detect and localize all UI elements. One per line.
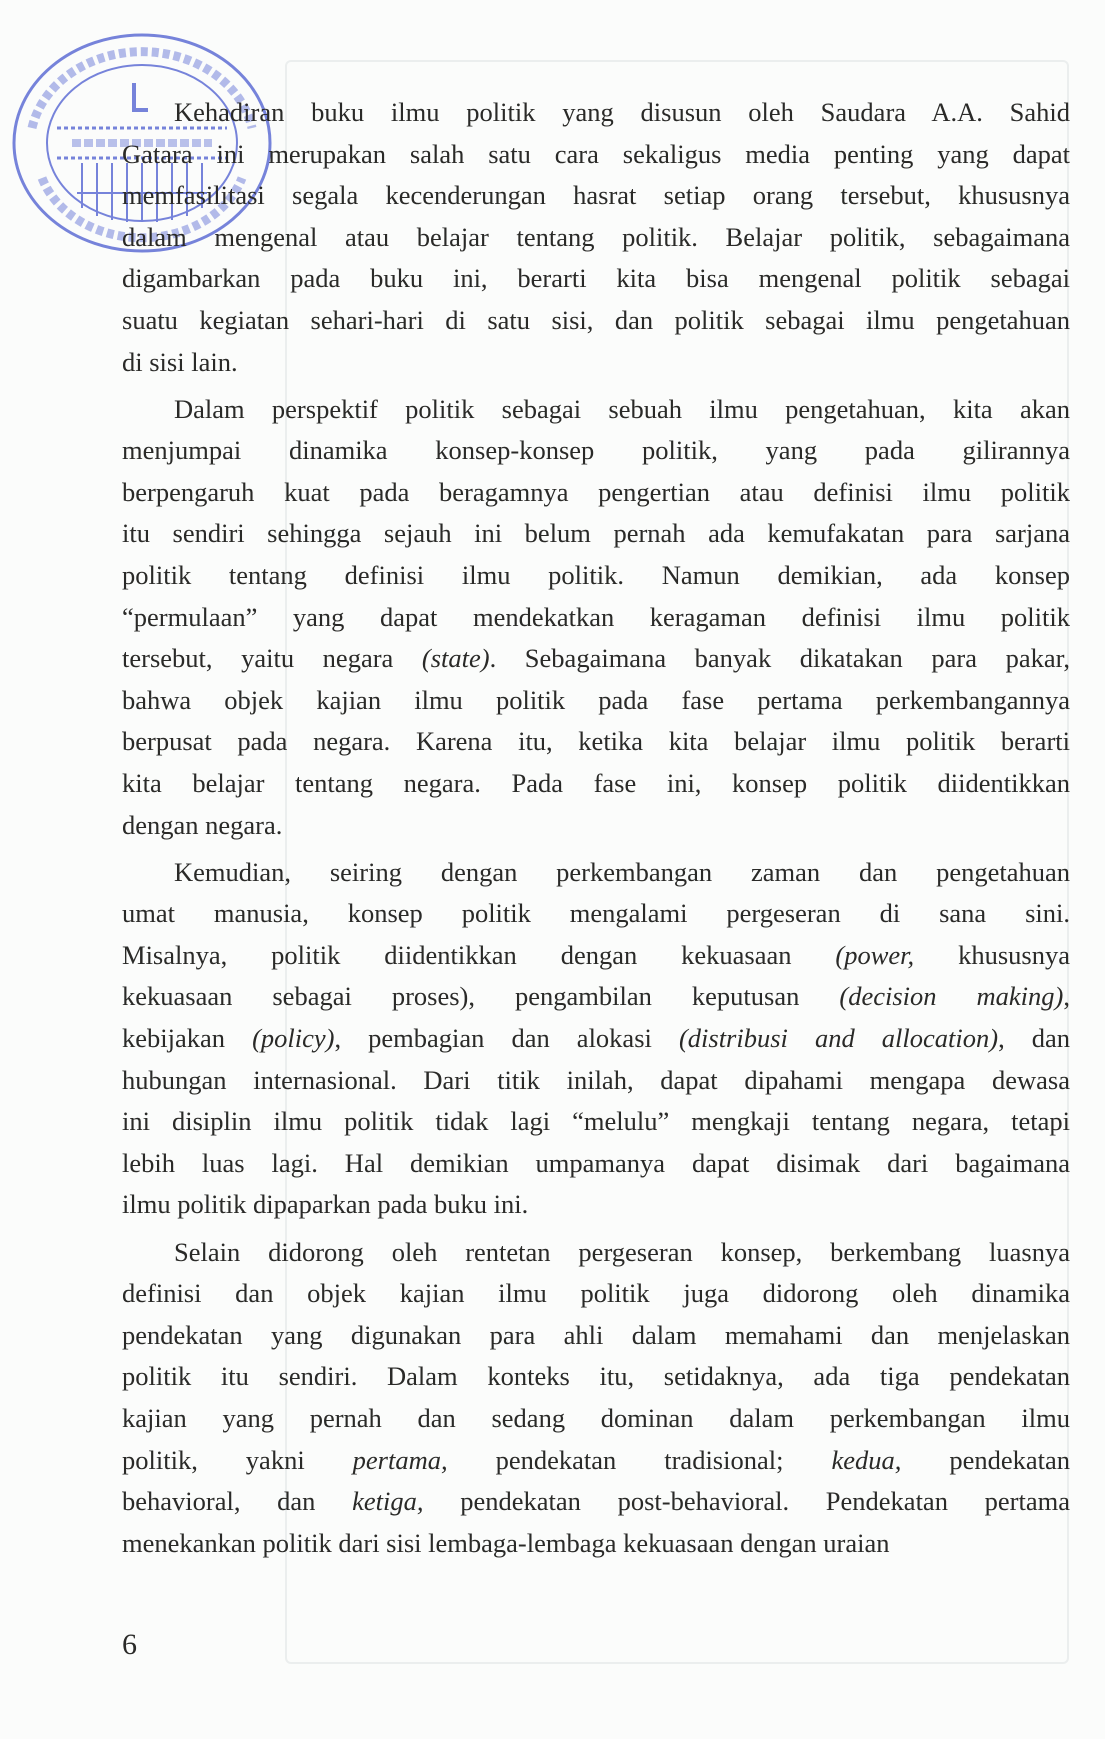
text-segment: khususnya — [914, 939, 1070, 970]
text-line — [122, 175, 1070, 217]
text-segment: Dalam perspektif politik sebagai sebuah ilmu pengetahuan, kita akan — [174, 393, 1070, 424]
text-segment: pendekatan post-behavioral. Pendekatan pertama — [423, 1486, 1070, 1517]
text-line — [122, 258, 1070, 300]
text-segment: kita belajar tentang negara. Pada fase ini, konsep politik diidentikkan — [122, 768, 1070, 798]
text-segment: politik itu sendiri. Dalam konteks itu, setidaknya, ada tiga pendekatan — [122, 1361, 1070, 1392]
text-segment: pendekatan tradisional; — [447, 1444, 832, 1475]
italic-text: (policy) — [252, 1023, 335, 1054]
text-segment: , pembagian dan alokasi — [334, 1023, 679, 1054]
text-segment: memfasilitasi segala kecenderungan hasrat setiap orang tersebut, khususnya — [122, 180, 1070, 211]
text-line — [122, 389, 1070, 431]
text-segment: ilmu politik dipaparkan pada buku ini. — [122, 1189, 529, 1220]
page-number: 6 — [122, 1628, 137, 1661]
text-segment: “permulaan” yang dapat mendekatkan keragaman definisi ilmu politik — [122, 601, 1070, 632]
text-line — [122, 1315, 1070, 1357]
text-line — [122, 805, 1070, 847]
text-line — [122, 1523, 1070, 1565]
text-line — [122, 1184, 1070, 1226]
text-line — [122, 1356, 1070, 1398]
text-segment: Misalnya, politik diidentikkan dengan kekuasaan — [122, 939, 836, 970]
text-line — [122, 1440, 1070, 1482]
text-segment: umat manusia, konsep politik mengalami pergeseran di sana sini. — [122, 898, 1070, 929]
italic-text: (power, — [835, 939, 915, 970]
text-segment: hubungan internasional. Dari titik inilah, dapat dipahami mengapa dewasa — [122, 1064, 1070, 1095]
paragraph — [122, 389, 1070, 847]
text-segment: berpengaruh kuat pada beragamnya pengertian atau definisi ilmu politik — [122, 476, 1070, 507]
text-segment: digambarkan pada buku ini, berarti kita bisa mengenal politik sebagai — [122, 263, 1070, 294]
text-line — [122, 217, 1070, 259]
text-line — [122, 597, 1070, 639]
text-line — [122, 852, 1070, 894]
text-line — [122, 1398, 1070, 1440]
italic-text: kedua, — [831, 1444, 902, 1475]
text-line — [122, 300, 1070, 342]
text-segment: , dan — [998, 1023, 1071, 1054]
text-segment: itu sendiri sehingga sejauh ini belum pernah ada kemufakatan para sarjana — [122, 518, 1070, 549]
text-line — [122, 1481, 1070, 1523]
text-line — [122, 721, 1070, 763]
text-line — [122, 763, 1070, 805]
paragraph — [122, 1232, 1070, 1565]
text-segment: dalam mengenal atau belajar tentang politik. Belajar politik, sebagaimana — [122, 221, 1070, 252]
text-segment: definisi dan objek kajian ilmu politik juga didorong oleh dinamika — [122, 1278, 1070, 1309]
text-segment: Kehadiran buku ilmu politik yang disusun oleh Saudara A.A. Sahid — [174, 97, 1070, 127]
text-segment: kajian yang pernah dan sedang dominan dalam perkembangan ilmu — [122, 1402, 1070, 1433]
text-line — [122, 430, 1070, 472]
text-line — [122, 92, 1070, 134]
text-line — [122, 935, 1070, 977]
text-segment: Kemudian, seiring dengan perkembangan zaman dan pengetahuan — [174, 856, 1070, 887]
text-segment: . Sebagaimana banyak dikatakan para pakar, — [489, 643, 1070, 674]
text-segment: Gatara ini merupakan salah satu cara sekaligus media penting yang dapat — [122, 138, 1070, 169]
text-line — [122, 1101, 1070, 1143]
text-segment: politik tentang definisi ilmu politik. Namun demikian, ada konsep — [122, 560, 1070, 591]
text-segment: tersebut, yaitu negara — [122, 643, 422, 674]
text-line — [122, 1060, 1070, 1102]
text-line — [122, 1143, 1070, 1185]
text-segment: menekankan politik dari sisi lembaga-lembaga kekuasaan dengan uraian — [122, 1527, 890, 1558]
text-segment: pendekatan yang digunakan para ahli dalam memahami dan menjelaskan — [122, 1319, 1070, 1350]
text-line — [122, 893, 1070, 935]
text-segment: bahwa objek kajian ilmu politik pada fase pertama perkembangannya — [122, 684, 1070, 715]
text-line — [122, 555, 1070, 597]
text-segment: politik, yakni — [122, 1444, 353, 1475]
paragraph — [122, 92, 1070, 383]
body-text — [122, 92, 1070, 1570]
text-line — [122, 1232, 1070, 1274]
text-segment: menjumpai dinamika konsep-konsep politik, yang pada gilirannya — [122, 435, 1070, 466]
paragraph — [122, 852, 1070, 1226]
italic-text: (decision making) — [839, 981, 1064, 1012]
text-segment: , — [1063, 981, 1070, 1012]
text-line — [122, 680, 1070, 722]
text-segment: ini disiplin ilmu politik tidak lagi “melulu” mengkaji tentang negara, tetapi — [122, 1106, 1070, 1137]
italic-text: ketiga, — [352, 1486, 424, 1517]
text-line — [122, 134, 1070, 176]
italic-text: pertama, — [352, 1444, 448, 1475]
text-line — [122, 976, 1070, 1018]
text-segment: Selain didorong oleh rentetan pergeseran konsep, berkembang luasnya — [174, 1236, 1070, 1267]
text-line — [122, 1018, 1070, 1060]
text-line — [122, 1273, 1070, 1315]
text-segment: suatu kegiatan sehari-hari di satu sisi, dan politik sebagai ilmu pengetahuan — [122, 304, 1070, 335]
text-segment: dengan negara. — [122, 809, 283, 840]
text-line — [122, 638, 1070, 680]
italic-text: (distribusi and allocation) — [678, 1023, 999, 1054]
text-segment: berpusat pada negara. Karena itu, ketika kita belajar ilmu politik berarti — [122, 726, 1070, 757]
italic-text: (state) — [421, 643, 490, 674]
text-segment: behavioral, dan — [122, 1486, 353, 1517]
text-segment: lebih luas lagi. Hal demikian umpamanya dapat disimak dari bagaimana — [122, 1147, 1070, 1178]
text-line — [122, 342, 1070, 384]
text-segment: kekuasaan sebagai proses), pengambilan keputusan — [122, 981, 840, 1012]
text-line — [122, 472, 1070, 514]
text-line — [122, 513, 1070, 555]
text-segment: di sisi lain. — [122, 346, 238, 377]
text-segment: pendekatan — [901, 1444, 1070, 1475]
text-segment: kebijakan — [122, 1023, 253, 1054]
